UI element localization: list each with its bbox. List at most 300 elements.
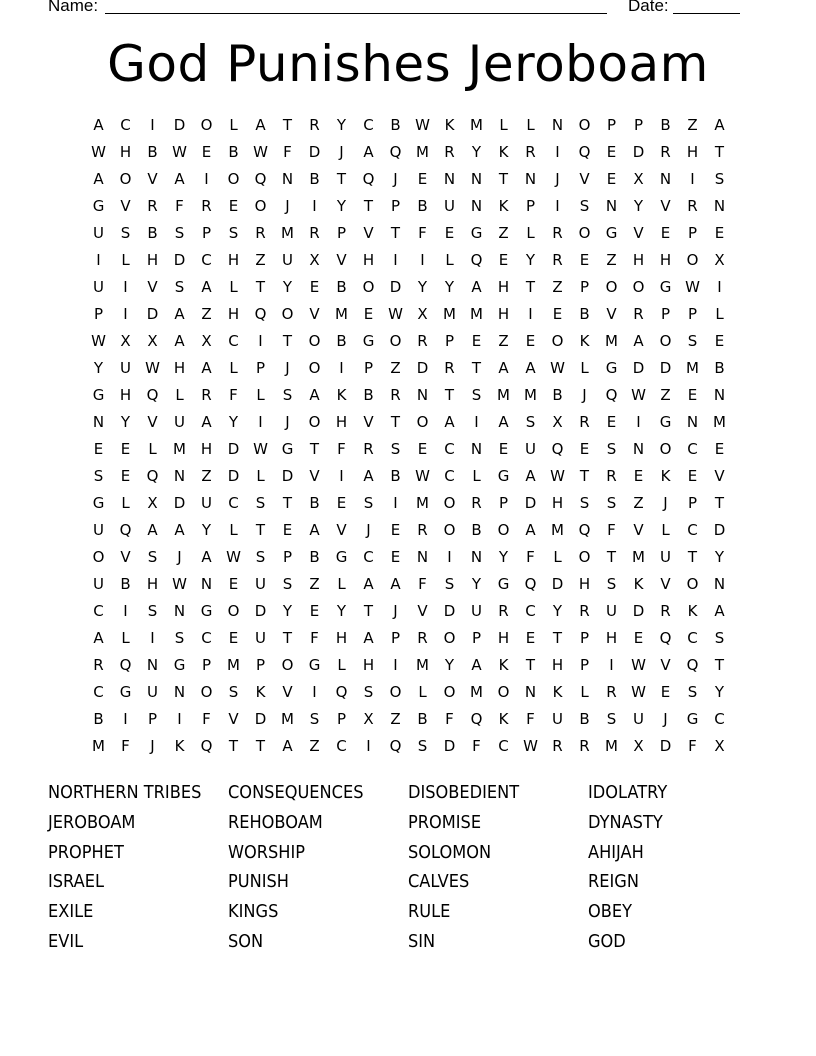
grid-letter[interactable]: N bbox=[416, 386, 429, 404]
grid-letter[interactable]: A bbox=[174, 521, 185, 539]
grid-letter[interactable]: L bbox=[121, 494, 130, 512]
grid-letter[interactable]: X bbox=[309, 251, 320, 269]
grid-letter[interactable]: O bbox=[362, 278, 375, 296]
grid-letter[interactable]: G bbox=[92, 386, 105, 404]
grid-letter[interactable]: M bbox=[632, 548, 645, 566]
grid-letter[interactable]: O bbox=[227, 170, 240, 188]
grid-letter[interactable]: I bbox=[636, 413, 641, 431]
grid-letter[interactable]: C bbox=[687, 629, 698, 647]
grid-letter[interactable]: C bbox=[363, 116, 374, 134]
grid-letter[interactable]: T bbox=[579, 467, 590, 485]
grid-letter[interactable]: O bbox=[659, 440, 672, 458]
grid-letter[interactable]: Q bbox=[200, 737, 213, 755]
grid-letter[interactable]: P bbox=[363, 359, 374, 377]
grid-letter[interactable]: R bbox=[363, 440, 374, 458]
grid-letter[interactable]: N bbox=[470, 548, 483, 566]
grid-letter[interactable]: P bbox=[201, 224, 212, 242]
grid-letter[interactable]: W bbox=[253, 440, 268, 458]
grid-letter[interactable]: S bbox=[309, 710, 320, 728]
grid-letter[interactable]: B bbox=[147, 224, 158, 242]
grid-letter[interactable]: Y bbox=[471, 575, 482, 593]
grid-letter[interactable]: A bbox=[174, 170, 185, 188]
grid-letter[interactable]: K bbox=[552, 683, 563, 701]
grid-letter[interactable]: R bbox=[525, 143, 536, 161]
grid-letter[interactable]: R bbox=[606, 467, 617, 485]
grid-letter[interactable]: V bbox=[363, 413, 374, 431]
grid-letter[interactable]: O bbox=[389, 332, 402, 350]
grid-letter[interactable]: R bbox=[660, 143, 671, 161]
grid-letter[interactable]: D bbox=[254, 710, 267, 728]
grid-letter[interactable]: W bbox=[631, 386, 646, 404]
grid-letter[interactable]: F bbox=[202, 710, 211, 728]
grid-letter[interactable]: E bbox=[660, 683, 671, 701]
grid-letter[interactable]: R bbox=[201, 197, 212, 215]
grid-letter[interactable]: Z bbox=[498, 332, 509, 350]
grid-letter[interactable]: A bbox=[363, 467, 374, 485]
grid-letter[interactable]: D bbox=[632, 602, 645, 620]
grid-letter[interactable]: Y bbox=[714, 683, 725, 701]
grid-letter[interactable]: X bbox=[633, 737, 644, 755]
grid-letter[interactable]: E bbox=[336, 494, 347, 512]
grid-letter[interactable]: S bbox=[417, 737, 428, 755]
grid-letter[interactable]: U bbox=[93, 224, 104, 242]
grid-letter[interactable]: I bbox=[528, 305, 533, 323]
grid-letter[interactable]: T bbox=[714, 143, 725, 161]
grid-letter[interactable]: O bbox=[497, 521, 510, 539]
grid-letter[interactable]: X bbox=[714, 737, 725, 755]
grid-letter[interactable]: A bbox=[363, 575, 374, 593]
grid-letter[interactable]: K bbox=[687, 602, 698, 620]
grid-letter[interactable]: I bbox=[339, 359, 344, 377]
grid-letter[interactable]: D bbox=[632, 143, 645, 161]
grid-letter[interactable]: S bbox=[606, 575, 617, 593]
grid-letter[interactable]: I bbox=[420, 251, 425, 269]
grid-letter[interactable]: E bbox=[633, 629, 644, 647]
grid-letter[interactable]: B bbox=[390, 116, 401, 134]
grid-letter[interactable]: E bbox=[228, 629, 239, 647]
grid-letter[interactable]: S bbox=[255, 494, 266, 512]
grid-letter[interactable]: E bbox=[579, 251, 590, 269]
grid-letter[interactable]: S bbox=[174, 278, 185, 296]
grid-letter[interactable]: H bbox=[119, 386, 132, 404]
grid-letter[interactable]: B bbox=[309, 494, 320, 512]
grid-letter[interactable]: O bbox=[254, 197, 267, 215]
grid-letter[interactable]: Z bbox=[687, 116, 698, 134]
grid-letter[interactable]: G bbox=[308, 656, 321, 674]
grid-letter[interactable]: R bbox=[309, 224, 320, 242]
grid-letter[interactable]: I bbox=[177, 710, 182, 728]
grid-letter[interactable]: M bbox=[605, 737, 618, 755]
grid-letter[interactable]: S bbox=[255, 548, 266, 566]
grid-letter[interactable]: C bbox=[444, 440, 455, 458]
grid-letter[interactable]: I bbox=[474, 413, 479, 431]
grid-letter[interactable]: B bbox=[309, 548, 320, 566]
grid-letter[interactable]: U bbox=[444, 197, 455, 215]
grid-letter[interactable]: O bbox=[389, 683, 402, 701]
grid-letter[interactable]: C bbox=[525, 602, 536, 620]
grid-letter[interactable]: I bbox=[555, 143, 560, 161]
grid-letter[interactable]: H bbox=[551, 494, 564, 512]
grid-letter[interactable]: Q bbox=[254, 170, 267, 188]
grid-letter[interactable]: I bbox=[123, 602, 128, 620]
grid-letter[interactable]: Y bbox=[336, 602, 347, 620]
grid-letter[interactable]: F bbox=[283, 143, 292, 161]
grid-letter[interactable]: E bbox=[606, 413, 617, 431]
grid-letter[interactable]: G bbox=[497, 575, 510, 593]
grid-letter[interactable]: R bbox=[552, 737, 563, 755]
grid-letter[interactable]: I bbox=[123, 305, 128, 323]
grid-letter[interactable]: S bbox=[282, 386, 293, 404]
grid-letter[interactable]: U bbox=[633, 710, 644, 728]
grid-letter[interactable]: I bbox=[690, 170, 695, 188]
grid-letter[interactable]: C bbox=[714, 710, 725, 728]
grid-letter[interactable]: S bbox=[525, 413, 536, 431]
grid-letter[interactable]: D bbox=[659, 737, 672, 755]
grid-letter[interactable]: E bbox=[201, 143, 212, 161]
grid-letter[interactable]: Z bbox=[633, 494, 644, 512]
grid-letter[interactable]: U bbox=[255, 629, 266, 647]
grid-letter[interactable]: V bbox=[660, 197, 671, 215]
grid-letter[interactable]: L bbox=[229, 521, 238, 539]
grid-letter[interactable]: I bbox=[339, 467, 344, 485]
grid-letter[interactable]: A bbox=[201, 278, 212, 296]
grid-letter[interactable]: Z bbox=[552, 278, 563, 296]
grid-letter[interactable]: D bbox=[227, 467, 240, 485]
grid-letter[interactable]: D bbox=[227, 440, 240, 458]
grid-letter[interactable]: O bbox=[443, 683, 456, 701]
grid-letter[interactable]: X bbox=[147, 332, 158, 350]
grid-letter[interactable]: R bbox=[579, 413, 590, 431]
grid-letter[interactable]: K bbox=[174, 737, 185, 755]
grid-letter[interactable]: Q bbox=[389, 737, 402, 755]
grid-letter[interactable]: O bbox=[632, 278, 645, 296]
grid-letter[interactable]: L bbox=[256, 467, 265, 485]
grid-letter[interactable]: D bbox=[254, 602, 267, 620]
grid-letter[interactable]: C bbox=[336, 737, 347, 755]
grid-letter[interactable]: Q bbox=[119, 656, 132, 674]
grid-letter[interactable]: E bbox=[228, 197, 239, 215]
grid-letter[interactable]: R bbox=[552, 251, 563, 269]
grid-letter[interactable]: A bbox=[93, 116, 104, 134]
grid-letter[interactable]: R bbox=[309, 116, 320, 134]
grid-letter[interactable]: O bbox=[308, 413, 321, 431]
grid-letter[interactable]: G bbox=[335, 548, 348, 566]
grid-letter[interactable]: V bbox=[120, 197, 131, 215]
grid-letter[interactable]: Y bbox=[417, 278, 428, 296]
grid-letter[interactable]: T bbox=[390, 224, 401, 242]
grid-letter[interactable]: R bbox=[579, 737, 590, 755]
grid-letter[interactable]: V bbox=[633, 521, 644, 539]
grid-letter[interactable]: S bbox=[147, 602, 158, 620]
grid-letter[interactable]: N bbox=[632, 440, 645, 458]
grid-letter[interactable]: Y bbox=[525, 251, 536, 269]
grid-letter[interactable]: A bbox=[714, 116, 725, 134]
grid-letter[interactable]: Q bbox=[524, 575, 537, 593]
grid-letter[interactable]: B bbox=[552, 386, 563, 404]
grid-letter[interactable]: A bbox=[201, 413, 212, 431]
grid-letter[interactable]: L bbox=[499, 116, 508, 134]
grid-letter[interactable]: E bbox=[417, 170, 428, 188]
grid-letter[interactable]: C bbox=[201, 251, 212, 269]
grid-letter[interactable]: L bbox=[337, 656, 346, 674]
grid-letter[interactable]: G bbox=[605, 359, 618, 377]
grid-letter[interactable]: K bbox=[498, 710, 509, 728]
grid-letter[interactable]: E bbox=[525, 332, 536, 350]
grid-letter[interactable]: V bbox=[147, 278, 158, 296]
grid-letter[interactable]: O bbox=[605, 278, 618, 296]
grid-letter[interactable]: M bbox=[173, 440, 186, 458]
grid-letter[interactable]: X bbox=[120, 332, 131, 350]
grid-letter[interactable]: R bbox=[606, 683, 617, 701]
grid-letter[interactable]: E bbox=[498, 440, 509, 458]
grid-letter[interactable]: R bbox=[660, 602, 671, 620]
grid-letter[interactable]: B bbox=[120, 575, 131, 593]
grid-letter[interactable]: J bbox=[555, 170, 560, 188]
grid-letter[interactable]: B bbox=[93, 710, 104, 728]
grid-letter[interactable]: K bbox=[579, 332, 590, 350]
grid-letter[interactable]: S bbox=[93, 467, 104, 485]
grid-letter[interactable]: H bbox=[605, 629, 618, 647]
grid-letter[interactable]: S bbox=[606, 494, 617, 512]
grid-letter[interactable]: P bbox=[525, 197, 536, 215]
grid-letter[interactable]: N bbox=[551, 116, 564, 134]
grid-letter[interactable]: K bbox=[498, 143, 509, 161]
grid-letter[interactable]: O bbox=[686, 251, 699, 269]
grid-letter[interactable]: X bbox=[714, 251, 725, 269]
grid-letter[interactable]: Q bbox=[389, 143, 402, 161]
grid-letter[interactable]: N bbox=[470, 197, 483, 215]
grid-letter[interactable]: W bbox=[253, 143, 268, 161]
grid-letter[interactable]: N bbox=[146, 656, 159, 674]
grid-letter[interactable]: N bbox=[470, 170, 483, 188]
grid-letter[interactable]: K bbox=[336, 386, 347, 404]
grid-letter[interactable]: U bbox=[660, 548, 671, 566]
grid-letter[interactable]: N bbox=[200, 575, 213, 593]
grid-letter[interactable]: V bbox=[606, 305, 617, 323]
grid-letter[interactable]: Z bbox=[201, 305, 212, 323]
grid-letter[interactable]: M bbox=[335, 305, 348, 323]
grid-letter[interactable]: P bbox=[93, 305, 104, 323]
grid-letter[interactable]: C bbox=[93, 602, 104, 620]
grid-letter[interactable]: S bbox=[228, 683, 239, 701]
grid-letter[interactable]: F bbox=[418, 224, 427, 242]
grid-letter[interactable]: K bbox=[498, 656, 509, 674]
grid-letter[interactable]: A bbox=[498, 413, 509, 431]
grid-letter[interactable]: H bbox=[659, 251, 672, 269]
grid-letter[interactable]: O bbox=[578, 548, 591, 566]
grid-letter[interactable]: A bbox=[444, 413, 455, 431]
grid-letter[interactable]: T bbox=[255, 278, 266, 296]
grid-letter[interactable]: O bbox=[578, 116, 591, 134]
grid-letter[interactable]: H bbox=[146, 575, 159, 593]
grid-letter[interactable]: Y bbox=[498, 548, 509, 566]
grid-letter[interactable]: U bbox=[255, 575, 266, 593]
grid-letter[interactable]: B bbox=[336, 278, 347, 296]
grid-letter[interactable]: N bbox=[659, 170, 672, 188]
grid-letter[interactable]: A bbox=[201, 359, 212, 377]
grid-letter[interactable]: H bbox=[362, 656, 375, 674]
grid-letter[interactable]: N bbox=[470, 440, 483, 458]
grid-letter[interactable]: G bbox=[497, 467, 510, 485]
grid-letter[interactable]: E bbox=[714, 440, 725, 458]
grid-letter[interactable]: W bbox=[523, 737, 538, 755]
grid-letter[interactable]: M bbox=[416, 494, 429, 512]
grid-letter[interactable]: E bbox=[498, 251, 509, 269]
grid-letter[interactable]: N bbox=[713, 386, 726, 404]
grid-letter[interactable]: F bbox=[526, 710, 535, 728]
grid-letter[interactable]: N bbox=[605, 197, 618, 215]
grid-letter[interactable]: D bbox=[173, 251, 186, 269]
grid-letter[interactable]: Q bbox=[254, 305, 267, 323]
grid-letter[interactable]: H bbox=[497, 305, 510, 323]
grid-letter[interactable]: G bbox=[173, 656, 186, 674]
grid-letter[interactable]: W bbox=[631, 683, 646, 701]
grid-letter[interactable]: K bbox=[444, 116, 455, 134]
grid-letter[interactable]: F bbox=[445, 710, 454, 728]
grid-letter[interactable]: U bbox=[120, 359, 131, 377]
grid-letter[interactable]: C bbox=[120, 116, 131, 134]
grid-letter[interactable]: T bbox=[336, 170, 347, 188]
grid-letter[interactable]: Y bbox=[633, 197, 644, 215]
grid-letter[interactable]: A bbox=[282, 737, 293, 755]
grid-letter[interactable]: X bbox=[552, 413, 563, 431]
grid-letter[interactable]: O bbox=[227, 602, 240, 620]
grid-letter[interactable]: C bbox=[687, 521, 698, 539]
grid-letter[interactable]: W bbox=[631, 656, 646, 674]
grid-letter[interactable]: F bbox=[121, 737, 130, 755]
grid-letter[interactable]: H bbox=[119, 143, 132, 161]
grid-letter[interactable]: L bbox=[472, 467, 481, 485]
grid-letter[interactable]: A bbox=[471, 656, 482, 674]
grid-letter[interactable]: A bbox=[471, 278, 482, 296]
grid-letter[interactable]: K bbox=[255, 683, 266, 701]
grid-letter[interactable]: Z bbox=[390, 359, 401, 377]
grid-letter[interactable]: S bbox=[390, 440, 401, 458]
grid-letter[interactable]: Q bbox=[605, 386, 618, 404]
grid-letter[interactable]: T bbox=[282, 629, 293, 647]
grid-letter[interactable]: A bbox=[93, 629, 104, 647]
grid-letter[interactable]: E bbox=[120, 467, 131, 485]
grid-letter[interactable]: A bbox=[174, 332, 185, 350]
grid-letter[interactable]: W bbox=[415, 116, 430, 134]
grid-letter[interactable]: L bbox=[661, 521, 670, 539]
grid-letter[interactable]: E bbox=[714, 224, 725, 242]
grid-letter[interactable]: S bbox=[714, 629, 725, 647]
grid-letter[interactable]: O bbox=[497, 683, 510, 701]
grid-letter[interactable]: J bbox=[582, 386, 587, 404]
grid-letter[interactable]: R bbox=[417, 629, 428, 647]
grid-letter[interactable]: M bbox=[281, 710, 294, 728]
grid-letter[interactable]: B bbox=[579, 305, 590, 323]
grid-letter[interactable]: Z bbox=[309, 575, 320, 593]
grid-letter[interactable]: E bbox=[633, 467, 644, 485]
grid-letter[interactable]: P bbox=[390, 197, 401, 215]
grid-letter[interactable]: Q bbox=[335, 683, 348, 701]
grid-letter[interactable]: S bbox=[228, 224, 239, 242]
grid-letter[interactable]: L bbox=[337, 575, 346, 593]
grid-letter[interactable]: V bbox=[714, 467, 725, 485]
grid-letter[interactable]: M bbox=[227, 656, 240, 674]
grid-letter[interactable]: N bbox=[524, 683, 537, 701]
grid-letter[interactable]: D bbox=[443, 737, 456, 755]
grid-letter[interactable]: E bbox=[417, 440, 428, 458]
grid-letter[interactable]: O bbox=[200, 683, 213, 701]
grid-letter[interactable]: C bbox=[93, 683, 104, 701]
grid-letter[interactable]: C bbox=[228, 494, 239, 512]
grid-letter[interactable]: S bbox=[147, 548, 158, 566]
grid-letter[interactable]: Y bbox=[552, 602, 563, 620]
grid-letter[interactable]: F bbox=[418, 575, 427, 593]
grid-letter[interactable]: Y bbox=[714, 548, 725, 566]
grid-letter[interactable]: U bbox=[525, 440, 536, 458]
grid-letter[interactable]: B bbox=[363, 386, 374, 404]
grid-letter[interactable]: Q bbox=[470, 710, 483, 728]
grid-letter[interactable]: N bbox=[92, 413, 105, 431]
grid-letter[interactable]: V bbox=[228, 710, 239, 728]
grid-letter[interactable]: V bbox=[147, 413, 158, 431]
grid-letter[interactable]: Z bbox=[255, 251, 266, 269]
grid-letter[interactable]: B bbox=[660, 116, 671, 134]
grid-letter[interactable]: N bbox=[524, 170, 537, 188]
grid-letter[interactable]: U bbox=[93, 278, 104, 296]
grid-letter[interactable]: T bbox=[552, 629, 563, 647]
grid-letter[interactable]: N bbox=[686, 413, 699, 431]
grid-letter[interactable]: V bbox=[363, 224, 374, 242]
grid-letter[interactable]: P bbox=[633, 116, 644, 134]
grid-letter[interactable]: G bbox=[470, 224, 483, 242]
grid-letter[interactable]: L bbox=[148, 440, 157, 458]
grid-letter[interactable]: Z bbox=[498, 224, 509, 242]
grid-letter[interactable]: B bbox=[309, 170, 320, 188]
grid-letter[interactable]: E bbox=[120, 440, 131, 458]
grid-letter[interactable]: T bbox=[255, 737, 266, 755]
grid-letter[interactable]: V bbox=[309, 467, 320, 485]
grid-letter[interactable]: I bbox=[123, 710, 128, 728]
grid-letter[interactable]: A bbox=[147, 521, 158, 539]
grid-letter[interactable]: P bbox=[660, 305, 671, 323]
grid-letter[interactable]: A bbox=[93, 170, 104, 188]
grid-letter[interactable]: Z bbox=[390, 710, 401, 728]
grid-letter[interactable]: W bbox=[91, 332, 106, 350]
grid-letter[interactable]: N bbox=[173, 683, 186, 701]
grid-letter[interactable]: R bbox=[201, 386, 212, 404]
grid-letter[interactable]: P bbox=[255, 359, 266, 377]
grid-letter[interactable]: C bbox=[228, 332, 239, 350]
grid-letter[interactable]: H bbox=[686, 143, 699, 161]
grid-letter[interactable]: E bbox=[363, 305, 374, 323]
grid-letter[interactable]: Q bbox=[119, 521, 132, 539]
grid-letter[interactable]: E bbox=[390, 548, 401, 566]
grid-letter[interactable]: U bbox=[552, 710, 563, 728]
grid-letter[interactable]: T bbox=[714, 656, 725, 674]
grid-letter[interactable]: O bbox=[443, 629, 456, 647]
grid-letter[interactable]: U bbox=[174, 413, 185, 431]
grid-letter[interactable]: U bbox=[201, 494, 212, 512]
grid-letter[interactable]: V bbox=[336, 251, 347, 269]
grid-letter[interactable]: S bbox=[579, 494, 590, 512]
grid-letter[interactable]: P bbox=[336, 710, 347, 728]
grid-letter[interactable]: Q bbox=[146, 386, 159, 404]
grid-letter[interactable]: P bbox=[606, 116, 617, 134]
grid-letter[interactable]: I bbox=[150, 629, 155, 647]
grid-letter[interactable]: A bbox=[390, 575, 401, 593]
grid-letter[interactable]: W bbox=[685, 278, 700, 296]
grid-letter[interactable]: O bbox=[92, 548, 105, 566]
grid-letter[interactable]: J bbox=[285, 413, 290, 431]
grid-letter[interactable]: J bbox=[285, 359, 290, 377]
grid-letter[interactable]: C bbox=[498, 737, 509, 755]
grid-letter[interactable]: H bbox=[146, 251, 159, 269]
